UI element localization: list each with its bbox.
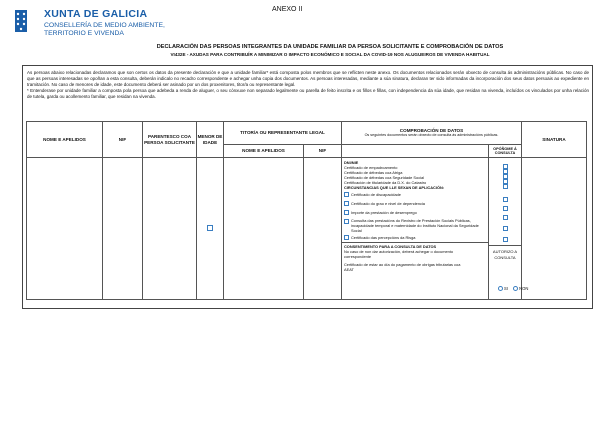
cell-titor-nome[interactable] [224,158,304,300]
cell-nome-apelidos[interactable] [27,158,103,300]
oponse-discapacidade-checkbox[interactable] [503,197,508,202]
xunta-logo [14,6,165,46]
comprobacion-title: COMPROBACIÓN DE DATOS [399,127,464,133]
header-titor-nif: NIF [304,145,342,158]
header-menor-idade: MENOR DE IDADE [197,122,224,158]
circ-prestacions-label: Consulta das prestacións do Rexistro de Prestación Sociais Públicas, incapacidade temporal e maternidade do Instituto Nacional da Seguridade Social [351,218,479,233]
circ-discapacidade-label: Certificado de discapacidade [351,192,401,197]
intro-text [27,70,589,100]
cell-nif[interactable] [103,158,143,300]
menor-idade-checkbox[interactable] [207,225,213,231]
galicia-shield-icon [14,8,28,34]
doc-debedas-seguridade-social: Certificado de débedas coa Seguridade Social [344,175,425,180]
circ-dependencia [344,199,486,208]
intro-paragraph-1: As persoas abaixo relacionadas declaramos que son certos os datos da presente declaración e que a unidade familiar* está composta polos membros que se reflicten neste anexo. Os documentos relacionados serán obxecto de consulta ás administracións públicas. No caso de que as persoas interesadas se opoñan a esta consulta, deberán indicalo no recadro correspondente e achegar unha copia dos documentos. As persoas interesadas, mediante a súa sinatura, declaran ter sido informadas da incorporación dos seus datos persoais ao expediente en tramitación. No caso de menores de idade, este documento deberá ser asinado por un dos proxenitores, titor/a ou representante legal. [27,70,589,88]
oponse-risga-checkbox[interactable] [503,237,508,242]
form-subtitle: VI432E - AXUDAS PARA CONTRIBUÍR A MINIMIZAR O IMPACTO ECONÓMICO E SOCIAL DA COVID-19 NOS ALUGUEIROS DE VIVENDA HABITUAL [170,52,490,57]
documents-list [342,158,488,274]
circ-dependencia-label: Certificado do grao e nivel de dependencia [351,201,425,206]
circ-desemprego-label: Importe da prestación de desemprego [351,210,417,215]
cell-documents [342,158,489,300]
header-titor: TITOR/A OU REPRESENTANTE LEGAL [224,122,342,145]
circumstances-header: CIRCUNSTANCIAS QUE LLE SEXAN DE APLICACIÓN: [344,185,445,190]
header-comprobacion-blank [342,145,489,158]
radio-non-label: NON [519,285,529,291]
department-name [44,22,165,38]
cell-parentesco[interactable] [143,158,197,300]
header-titor-nome: NOME E APELIDOS [224,145,304,158]
oponse-catastro-checkbox[interactable] [503,184,508,189]
cell-menor-idade [197,158,224,300]
header-nome-apelidos: NOME E APELIDOS [27,122,103,158]
consent-note: No caso de non dar autorización, deberá achegar o documento correspondente [344,249,454,259]
doc-debedas-atriga: Certificado de débedas coa Atriga [344,170,403,175]
circ-discapacidade-checkbox[interactable] [344,192,349,197]
radio-si-label: SI [504,285,508,291]
department-line-1: CONSELLERÍA DE MEDIO AMBIENTE, [44,22,165,29]
annex-label: ANEXO II [272,6,303,13]
circ-prestacions [344,218,482,233]
comprobacion-subtitle: Os seguintes documentos serán obxecto de consulta ás administracións públicas. [364,133,499,137]
oponse-prestacions-checkbox[interactable] [503,226,508,231]
header-parentesco: PARENTESCO COA PERSOA SOLICITANTE [143,122,197,158]
family-members-table [26,121,587,300]
consent-aeat: Certificado de estar ao día do pagamento de obrigas tributarias coa AEAT [344,262,461,272]
department-line-2: TERRITORIO E VIVENDA [44,30,124,37]
circ-dependencia-checkbox[interactable] [344,201,349,206]
autorizo-block [489,245,521,261]
oponse-dependencia-checkbox[interactable] [503,206,508,211]
header-comprobacion [342,122,522,145]
doc-titularidade-catastro: Certificación de titularidade da D.X. do Catastro [344,180,427,185]
circ-desemprego-checkbox[interactable] [344,210,349,215]
oponse-desemprego-checkbox[interactable] [503,215,508,220]
circ-prestacions-checkbox[interactable] [344,219,349,224]
autorizo-label: AUTORIZO A CONSULTA [492,249,518,260]
circ-risga [344,233,486,241]
org-name: XUNTA DE GALICIA [44,8,148,20]
intro-paragraph-2: * Entenderase por unidade familiar a composta pola persoa que adebeda a renda de aluguer, o seu cónxuxe non separado legalmente ou parella de feito inscrita e os fillos e fillas, con independencia da súa idade, que residan na vivenda, incluídos os vinculados por unha relación de tutela, garda ou acollemento familiar, que residan na vivenda. [27,88,589,100]
circ-risga-checkbox[interactable] [344,235,349,240]
header-nif: NIF [103,122,143,158]
form-title: DECLARACIÓN DAS PERSOAS INTEGRANTES DA UNIDADE FAMILIAR DA PERSOA SOLICITANTE E COMPROBACIÓN DE DATOS [156,44,504,50]
header-sinatura: SINATURA [522,122,587,158]
cell-oponse [489,158,522,300]
header-oponse: OPÓÑOME Á CONSULTA [489,145,522,158]
doc-empadroamento: Certificado de empadroamento [344,165,398,170]
doc-dni-nie: DNI/NIE [344,160,359,165]
circ-discapacidade [344,190,486,199]
cell-titor-nif[interactable] [304,158,342,300]
circ-desemprego [344,208,486,217]
circ-risga-label: Certificado das percepcións da Risga [351,234,416,240]
consent-section [342,242,488,272]
consent-header: CONSENTIMENTO PARA A CONSULTA DE DATOS [344,244,437,249]
header [0,0,615,70]
